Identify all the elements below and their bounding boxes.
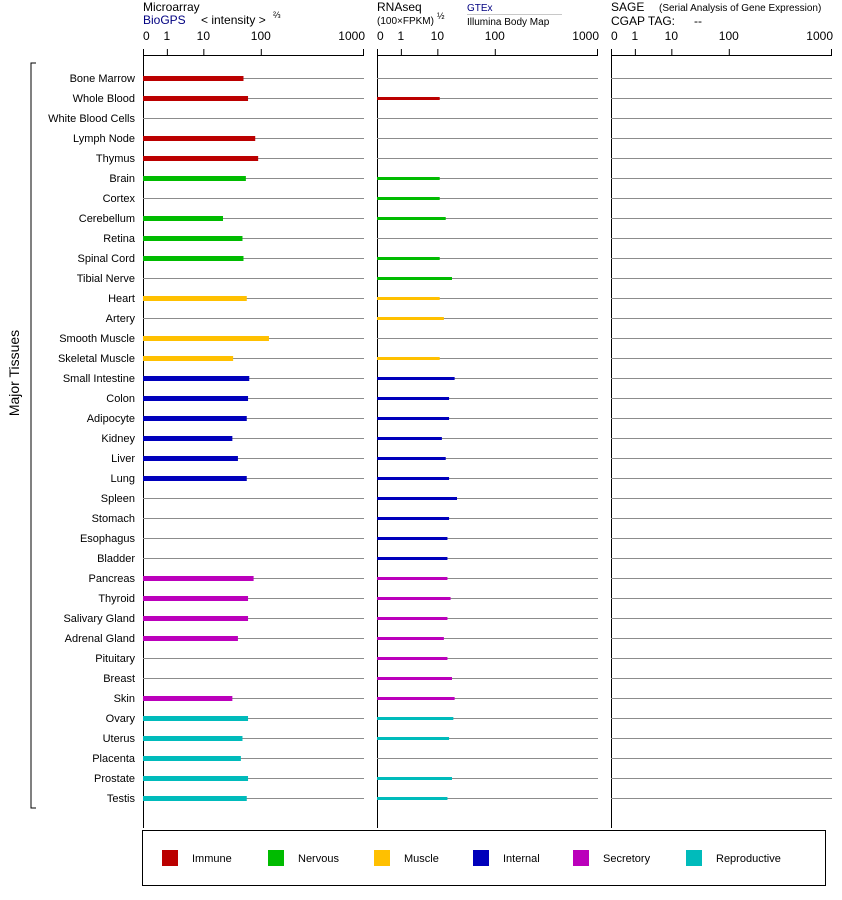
sage-tag-label: CGAP TAG: xyxy=(611,14,676,28)
rnaseq-bar-thyroid xyxy=(377,597,451,600)
rnaseq-bar-skin xyxy=(377,697,455,700)
rnaseq-bar-heart xyxy=(377,297,440,300)
microarray-tick-label: 10 xyxy=(196,29,211,43)
tissue-label: Lymph Node xyxy=(73,133,135,145)
microarray-bar-kidney xyxy=(143,436,232,441)
rnaseq-bar-salivary-gland xyxy=(377,617,447,620)
tissue-label: Stomach xyxy=(91,513,135,525)
rnaseq-bar-colon xyxy=(377,397,449,400)
rnaseq-bar-adrenal-gland xyxy=(377,637,444,640)
tissue-label: Lung xyxy=(110,473,135,485)
legend-swatch xyxy=(473,850,489,866)
rnaseq-bar-tibial-nerve xyxy=(377,277,452,280)
tissue-label: Adipocyte xyxy=(86,413,135,425)
legend-label: Immune xyxy=(192,853,232,865)
tissue-label: Spleen xyxy=(100,493,135,505)
legend-item-secretory xyxy=(573,850,651,866)
tissue-label: Retina xyxy=(103,233,135,245)
microarray-bar-testis xyxy=(143,796,247,801)
microarray-bar-salivary-gland xyxy=(143,616,248,621)
tissue-label: Cerebellum xyxy=(78,213,135,225)
rnaseq-bar-liver xyxy=(377,457,446,460)
sage-tick-label: 1 xyxy=(631,29,639,43)
microarray-tick-label: 1000 xyxy=(338,29,365,43)
microarray-tick-label: 1 xyxy=(163,29,171,43)
microarray-bar-placenta xyxy=(143,756,241,761)
legend-item-muscle xyxy=(374,850,439,866)
rnaseq-bar-esophagus xyxy=(377,537,447,540)
rnaseq-bar-lung xyxy=(377,477,449,480)
legend-item-nervous xyxy=(268,850,339,866)
microarray-panel xyxy=(143,29,365,828)
rnaseq-panel xyxy=(377,29,599,828)
tissue-label: Pituitary xyxy=(95,653,135,665)
microarray-bar-whole-blood xyxy=(143,96,248,101)
tissue-label: Adrenal Gland xyxy=(64,633,135,645)
rnaseq-bar-spleen xyxy=(377,497,457,500)
legend-swatch xyxy=(268,850,284,866)
rnaseq-bar-ovary xyxy=(377,717,453,720)
tissue-label: Bone Marrow xyxy=(69,73,135,85)
rnaseq-bar-cerebellum xyxy=(377,217,446,220)
rnaseq-bar-prostate xyxy=(377,777,452,780)
microarray-bar-colon xyxy=(143,396,248,401)
tissue-label: Salivary Gland xyxy=(63,613,135,625)
microarray-bar-heart xyxy=(143,296,247,301)
sage-panel xyxy=(611,29,833,828)
tissue-label: Brain xyxy=(109,173,135,185)
tissue-label: Kidney xyxy=(101,433,135,445)
microarray-bar-brain xyxy=(143,176,246,181)
rnaseq-tick-label: 0 xyxy=(377,29,384,43)
tissue-label: Heart xyxy=(108,293,135,305)
rnaseq-tick-label: 10 xyxy=(430,29,445,43)
tissue-label: Cortex xyxy=(102,193,135,205)
tissue-label: Thyroid xyxy=(98,593,135,605)
rnaseq-bar-stomach xyxy=(377,517,449,520)
rnaseq-bar-breast xyxy=(377,677,452,680)
rnaseq-bar-whole-blood xyxy=(377,97,440,100)
microarray-tick-label: 100 xyxy=(250,29,271,43)
microarray-bar-small-intestine xyxy=(143,376,249,381)
microarray-bar-uterus xyxy=(143,736,242,741)
rnaseq-tick-label: 1 xyxy=(397,29,405,43)
tissue-label: White Blood Cells xyxy=(48,113,135,125)
microarray-bar-ovary xyxy=(143,716,248,721)
rnaseq-bar-spinal-cord xyxy=(377,257,440,260)
legend-label: Reproductive xyxy=(716,853,781,865)
microarray-bar-lymph-node xyxy=(143,136,255,141)
tissue-label: Bladder xyxy=(97,553,135,565)
microarray-bar-thyroid xyxy=(143,596,248,601)
microarray-title: Microarray xyxy=(143,0,200,14)
tissue-label: Artery xyxy=(105,313,135,325)
rnaseq-bar-skeletal-muscle xyxy=(377,357,440,360)
microarray-bar-smooth-muscle xyxy=(143,336,269,341)
tissue-label: Testis xyxy=(106,793,135,805)
legend-swatch xyxy=(573,850,589,866)
major-tissues-bracket xyxy=(31,63,36,808)
microarray-bar-skeletal-muscle xyxy=(143,356,233,361)
tissue-label: Skin xyxy=(113,693,135,705)
rnaseq-title: RNAseq xyxy=(377,0,422,14)
rnaseq-bar-small-intestine xyxy=(377,377,455,380)
microarray-bar-prostate xyxy=(143,776,248,781)
rnaseq-tick-label: 100 xyxy=(484,29,505,43)
microarray-bar-pancreas xyxy=(143,576,254,581)
tissue-label: Uterus xyxy=(102,733,135,745)
legend-label: Nervous xyxy=(298,853,339,865)
rnaseq-bar-adipocyte xyxy=(377,417,449,420)
microarray-bar-adipocyte xyxy=(143,416,247,421)
microarray-bar-cerebellum xyxy=(143,216,223,221)
rnaseq-bar-cortex xyxy=(377,197,440,200)
legend-item-internal xyxy=(473,850,540,866)
legend-label: Muscle xyxy=(404,853,439,865)
legend-swatch xyxy=(374,850,390,866)
rnaseq-scale-exponent: ½ xyxy=(437,11,445,21)
microarray-bar-thymus xyxy=(143,156,258,161)
tissue-label: Thymus xyxy=(95,153,135,165)
microarray-scale-exponent: ⅔ xyxy=(273,10,281,20)
tissue-label: Skeletal Muscle xyxy=(57,353,135,365)
tissue-label: Esophagus xyxy=(79,533,135,545)
rnaseq-bar-artery xyxy=(377,317,444,320)
rnaseq-scale-label: (100×FPKM) xyxy=(377,16,434,27)
tissue-label: Ovary xyxy=(105,713,135,725)
tissue-label: Prostate xyxy=(94,773,135,785)
sage-tick-label: 0 xyxy=(611,29,618,43)
microarray-scale-label: < intensity > xyxy=(201,13,266,27)
sage-tick-label: 10 xyxy=(664,29,679,43)
rnaseq-bar-testis xyxy=(377,797,447,800)
microarray-bar-adrenal-gland xyxy=(143,636,238,641)
microarray-tick-label: 0 xyxy=(143,29,150,43)
sage-subtitle: (Serial Analysis of Gene Expression) xyxy=(659,3,822,14)
tissue-label: Colon xyxy=(106,393,135,405)
legend-label: Internal xyxy=(503,853,540,865)
rnaseq-bar-kidney xyxy=(377,437,442,440)
sage-tick-label: 1000 xyxy=(806,29,833,43)
tissue-label: Placenta xyxy=(92,753,135,765)
rnaseq-bar-pituitary xyxy=(377,657,447,660)
rnaseq-bar-bladder xyxy=(377,557,447,560)
tissue-label: Breast xyxy=(103,673,135,685)
microarray-bar-spinal-cord xyxy=(143,256,243,261)
sage-tag-value: -- xyxy=(694,14,702,28)
tissue-labels xyxy=(48,73,136,805)
gtex-source-link[interactable]: GTEx xyxy=(467,3,493,14)
illumina-source-label: Illumina Body Map xyxy=(467,17,550,28)
sage-title: SAGE xyxy=(611,0,645,14)
microarray-bar-lung xyxy=(143,476,247,481)
tissue-label: Pancreas xyxy=(88,573,135,585)
rnaseq-tick-label: 1000 xyxy=(572,29,599,43)
microarray-bar-skin xyxy=(143,696,232,701)
microarray-bar-bone-marrow xyxy=(143,76,243,81)
legend-swatch xyxy=(162,850,178,866)
microarray-source-link[interactable]: BioGPS xyxy=(143,13,186,27)
tissue-label: Whole Blood xyxy=(72,93,135,105)
legend-item-immune xyxy=(162,850,232,866)
microarray-bar-liver xyxy=(143,456,238,461)
tissue-label: Tibial Nerve xyxy=(76,273,135,285)
legend-item-reproductive xyxy=(686,850,781,866)
tissue-label: Spinal Cord xyxy=(77,253,135,265)
rnaseq-bar-pancreas xyxy=(377,577,447,580)
legend-label: Secretory xyxy=(603,853,651,865)
rnaseq-bar-uterus xyxy=(377,737,449,740)
microarray-bar-retina xyxy=(143,236,242,241)
major-tissues-label: Major Tissues xyxy=(6,329,22,417)
legend-swatch xyxy=(686,850,702,866)
tissue-label: Small Intestine xyxy=(62,373,135,385)
rnaseq-bar-brain xyxy=(377,177,440,180)
tissue-label: Liver xyxy=(111,453,135,465)
tissue-label: Smooth Muscle xyxy=(59,333,135,345)
sage-tick-label: 100 xyxy=(718,29,739,43)
